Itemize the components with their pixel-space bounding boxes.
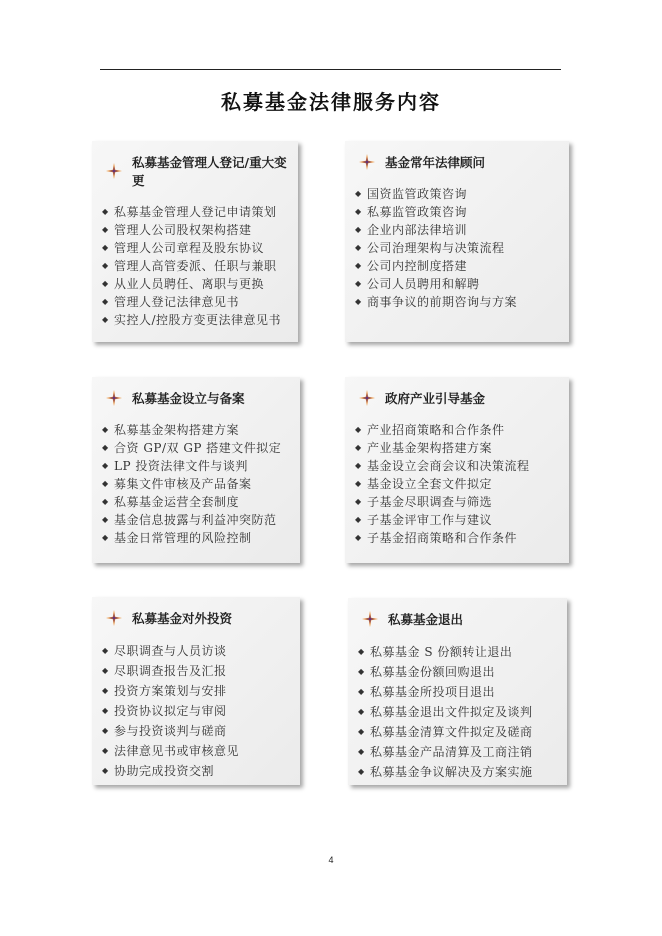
list-item: ◆ 商事争议的前期咨询与方案	[355, 295, 518, 309]
list-item: ◆ 合资 GP/双 GP 搭建文件拟定	[102, 441, 282, 455]
diamond-bullet: ◆	[102, 666, 109, 675]
list-item: ◆ 公司治理架构与决策流程	[355, 241, 505, 255]
card-heading-text: 私募基金管理人登记/重大变更	[132, 155, 287, 188]
diamond-bullet: ◆	[355, 279, 362, 288]
diamond-bullet: ◆	[102, 479, 109, 488]
list-item: ◆ 尽职调查与人员访谈	[102, 641, 290, 661]
diamond-bullet: ◆	[102, 533, 109, 542]
list-item: ◆ 私募基金运营全套制度	[102, 495, 240, 509]
list-item: ◆ LP 投资法律文件与谈判	[102, 459, 248, 473]
list-item: ◆ 子基金评审工作与建议	[355, 513, 493, 527]
diamond-bullet: ◆	[355, 479, 362, 488]
card-item-list	[102, 203, 288, 329]
star-cross-icon	[359, 390, 375, 406]
diamond-bullet: ◆	[355, 425, 362, 434]
diamond-bullet: ◆	[355, 243, 362, 252]
diamond-bullet: ◆	[102, 443, 109, 452]
list-item: ◆ 私募监管政策咨询	[355, 205, 468, 219]
star-cross-icon	[106, 390, 122, 406]
diamond-bullet: ◆	[355, 497, 362, 506]
list-item: ◆ 公司内控制度搭建	[355, 259, 468, 273]
list-item: ◆ 私募基金 S 份额转让退出	[358, 642, 557, 662]
card-heading-text: 私募基金退出	[388, 612, 464, 627]
list-item: ◆ 基金信息披露与利益冲突防范	[102, 513, 277, 527]
card-heading	[106, 153, 288, 189]
list-item: ◆ 国资监管政策咨询	[355, 187, 468, 201]
card-item-list	[355, 185, 559, 311]
diamond-bullet: ◆	[102, 706, 109, 715]
card-fund-exit	[348, 598, 567, 785]
list-item: ◆ 基金设立会商会议和决策流程	[355, 459, 530, 473]
card-heading	[106, 609, 290, 627]
star-cross-icon	[106, 610, 122, 626]
diamond-bullet: ◆	[102, 746, 109, 755]
list-item: ◆ 协助完成投资交割	[102, 761, 290, 781]
card-heading	[362, 610, 557, 628]
card-heading-text: 私募基金对外投资	[132, 611, 233, 626]
card-item-list	[355, 421, 559, 547]
list-item: ◆ 募集文件审核及产品备案	[102, 477, 252, 491]
diamond-bullet: ◆	[355, 207, 362, 216]
card-heading-text: 政府产业引导基金	[385, 391, 486, 406]
diamond-bullet: ◆	[102, 225, 109, 234]
diamond-bullet: ◆	[355, 533, 362, 542]
diamond-bullet: ◆	[358, 747, 365, 756]
list-item: ◆ 私募基金退出文件拟定及谈判	[358, 702, 557, 722]
diamond-bullet: ◆	[102, 243, 109, 252]
diamond-bullet: ◆	[355, 261, 362, 270]
list-item: ◆ 私募基金份额回购退出	[358, 662, 557, 682]
card-manager-registration	[92, 141, 298, 342]
list-item: ◆ 私募基金所投项目退出	[358, 682, 557, 702]
diamond-bullet: ◆	[102, 315, 109, 324]
diamond-bullet: ◆	[358, 687, 365, 696]
list-item: ◆ 管理人登记法律意见书	[102, 295, 240, 309]
diamond-bullet: ◆	[102, 686, 109, 695]
diamond-bullet: ◆	[102, 297, 109, 306]
page-number: 4	[328, 855, 334, 865]
card-external-investment	[92, 597, 300, 785]
star-cross-icon	[359, 154, 375, 170]
card-item-list	[102, 641, 290, 781]
diamond-bullet: ◆	[355, 225, 362, 234]
diamond-bullet: ◆	[102, 261, 109, 270]
list-item: ◆ 投资协议拟定与审阅	[102, 701, 290, 721]
diamond-bullet: ◆	[102, 279, 109, 288]
list-item: ◆ 基金日常管理的风险控制	[102, 531, 252, 545]
list-item: ◆ 基金设立全套文件拟定	[355, 477, 493, 491]
diamond-bullet: ◆	[358, 667, 365, 676]
diamond-bullet: ◆	[355, 443, 362, 452]
page-title: 私募基金法律服务内容	[221, 90, 441, 114]
card-fund-setup	[92, 377, 300, 563]
diamond-bullet: ◆	[355, 189, 362, 198]
list-item: ◆ 产业招商策略和合作条件	[355, 423, 505, 437]
list-item: ◆ 管理人公司股权架构搭建	[102, 223, 252, 237]
list-item: ◆ 私募基金架构搭建方案	[102, 423, 240, 437]
list-item: ◆ 公司人员聘用和解聘	[355, 277, 480, 291]
card-legal-counsel	[345, 141, 569, 342]
diamond-bullet: ◆	[355, 461, 362, 470]
header-rule	[100, 69, 561, 70]
diamond-bullet: ◆	[102, 497, 109, 506]
list-item: ◆ 私募基金争议解决及方案实施	[358, 762, 557, 782]
diamond-bullet: ◆	[358, 647, 365, 656]
list-item: ◆ 实控人/控股方变更法律意见书	[102, 313, 282, 327]
list-item: ◆ 管理人高管委派、任职与兼职	[102, 259, 277, 273]
list-item: ◆ 企业内部法律培训	[355, 223, 468, 237]
diamond-bullet: ◆	[358, 707, 365, 716]
diamond-bullet: ◆	[358, 767, 365, 776]
diamond-bullet: ◆	[358, 727, 365, 736]
diamond-bullet: ◆	[102, 207, 109, 216]
diamond-bullet: ◆	[355, 515, 362, 524]
star-cross-icon	[106, 163, 122, 179]
card-heading	[359, 153, 559, 171]
card-government-fund	[345, 377, 569, 563]
list-item: ◆ 私募基金清算文件拟定及磋商	[358, 722, 557, 742]
card-heading	[106, 389, 290, 407]
list-item: ◆ 法律意见书或审核意见	[102, 741, 290, 761]
card-item-list	[102, 421, 290, 547]
list-item: ◆ 子基金尽职调查与筛选	[355, 495, 493, 509]
card-heading-text: 私募基金设立与备案	[132, 391, 245, 406]
list-item: ◆ 从业人员聘任、离职与更换	[102, 277, 265, 291]
list-item: ◆ 尽职调查报告及汇报	[102, 661, 290, 681]
diamond-bullet: ◆	[102, 646, 109, 655]
card-heading-text: 基金常年法律顾问	[385, 155, 486, 170]
diamond-bullet: ◆	[355, 297, 362, 306]
diamond-bullet: ◆	[102, 425, 109, 434]
star-cross-icon	[362, 611, 378, 627]
diamond-bullet: ◆	[102, 766, 109, 775]
diamond-bullet: ◆	[102, 461, 109, 470]
list-item: ◆ 私募基金管理人登记申请策划	[102, 205, 277, 219]
list-item: ◆ 投资方案策划与安排	[102, 681, 290, 701]
list-item: ◆ 私募基金产品清算及工商注销	[358, 742, 557, 762]
card-item-list	[358, 642, 557, 782]
diamond-bullet: ◆	[102, 515, 109, 524]
list-item: ◆ 子基金招商策略和合作条件	[355, 531, 518, 545]
list-item: ◆ 产业基金架构搭建方案	[355, 441, 493, 455]
diamond-bullet: ◆	[102, 726, 109, 735]
list-item: ◆ 参与投资谈判与磋商	[102, 721, 290, 741]
card-heading	[359, 389, 559, 407]
list-item: ◆ 管理人公司章程及股东协议	[102, 241, 265, 255]
